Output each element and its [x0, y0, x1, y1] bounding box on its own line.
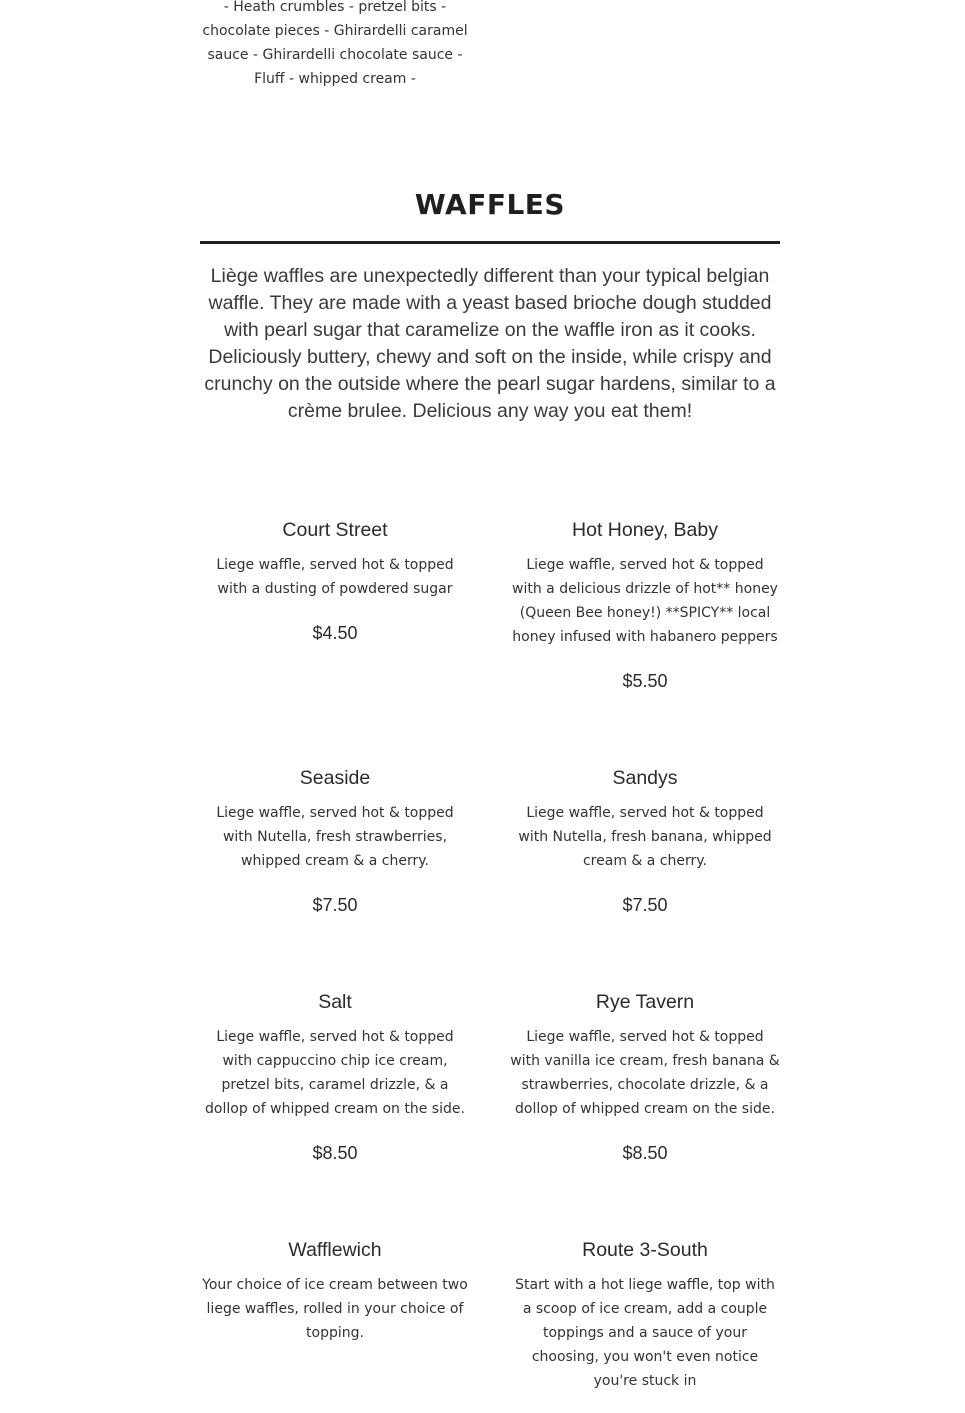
item-name: Wafflewich [288, 1239, 382, 1261]
item-name: Seaside [299, 767, 371, 789]
item-name: Rye Tavern [595, 991, 695, 1013]
item-name: Route 3-South [582, 1239, 708, 1261]
toppings-list-text: - Heath crumbles - pretzel bits - chocolate pieces - Ghirardelli caramel sauce - Ghirardelli chocolate sauce - Fluff - whipped cream - [202, 0, 468, 87]
item-price: $7.50 [622, 895, 668, 915]
item-description: Liege waffle, served hot & topped with a dusting of powdered sugar [216, 557, 454, 597]
menu-item-rye-tavern [510, 990, 780, 1165]
item-description: Your choice of ice cream between two liege waffles, rolled in your choice of topping. [202, 1277, 468, 1341]
menu-item-route-3-south [510, 1238, 780, 1413]
item-description: Start with a hot liege waffle, top with a scoop of ice cream, add a couple toppings and a sauce of your choosing, you won't even notice you're stuck in [515, 1277, 775, 1389]
item-name: Salt [318, 991, 352, 1013]
item-price: $4.50 [312, 623, 358, 643]
item-description: Liege waffle, served hot & topped with a delicious drizzle of hot** honey (Queen Bee honey!) **SPICY** local honey infused with habanero peppers [512, 557, 778, 645]
item-name: Sandys [612, 767, 678, 789]
item-description: Liege waffle, served hot & topped with vanilla ice cream, fresh banana & strawberries, chocolate drizzle, & a dollop of whipped cream on the side. [510, 1029, 780, 1117]
menu-item-sandys [510, 766, 780, 917]
item-name: Hot Honey, Baby [572, 519, 718, 541]
item-price: $8.50 [312, 1143, 358, 1163]
menu-item-wafflewich [200, 1238, 470, 1365]
item-price: $7.50 [312, 895, 358, 915]
item-name: Court Street [282, 519, 388, 541]
waffles-section-title: WAFFLES [414, 188, 566, 221]
menu-item-salt [200, 990, 470, 1165]
section-divider [200, 241, 780, 244]
item-price: $8.50 [622, 1143, 668, 1163]
waffles-intro-text: Liège waffles are unexpectedly different than your typical belgian waffle. They are made with a yeast based brioche dough studded with pearl sugar that caramelize on the waffle iron as it cooks. Deliciously buttery, chewy and soft on the inside, while crispy and crunchy on the outside where the pearl sugar hardens, similar to a crème brulee. Delicious any way you eat them! [204, 265, 776, 422]
item-description: Liege waffle, served hot & topped with cappuccino chip ice cream, pretzel bits, caramel drizzle, & a dollop of whipped cream on the side. [205, 1029, 465, 1117]
menu-item-court-street [200, 518, 470, 645]
menu-item-hot-honey-baby [510, 518, 780, 693]
item-description: Liege waffle, served hot & topped with Nutella, fresh banana, whipped cream & a cherry. [518, 805, 772, 869]
menu-item-seaside [200, 766, 470, 917]
item-description: Liege waffle, served hot & topped with Nutella, fresh strawberries, whipped cream & a cherry. [216, 805, 454, 869]
item-price: $5.50 [622, 671, 668, 691]
